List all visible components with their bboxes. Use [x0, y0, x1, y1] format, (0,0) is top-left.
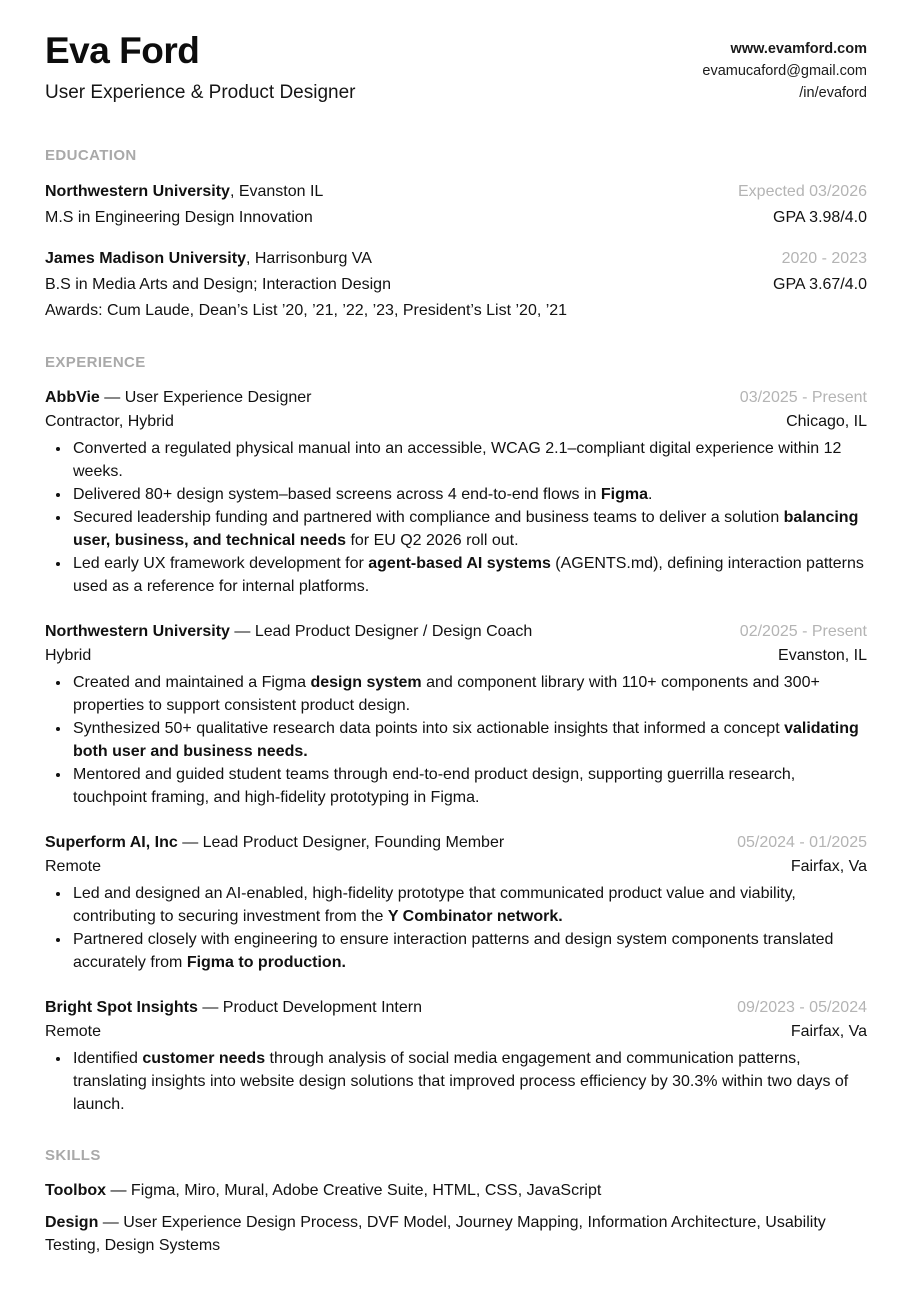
company-line [45, 831, 737, 855]
emphasis-text: balancing user, business, and technical needs [73, 509, 859, 549]
experience-section [45, 354, 867, 1116]
work-location: Fairfax, Va [790, 1023, 867, 1040]
work-location: Chicago, IL [786, 413, 867, 430]
degree-row [45, 205, 867, 231]
bullet-item [71, 483, 867, 506]
degree: M.S in Engineering Design Innovation [45, 209, 313, 226]
body-text: (AGENTS.md), defining interaction patterns used as a reference for internal platforms. [73, 555, 864, 595]
experience-subheader [45, 410, 867, 434]
gpa: GPA 3.67/4.0 [773, 276, 867, 293]
awards-line: Awards: Cum Laude, Dean’s List ’20, ’21, ’22, ’23, President’s List ’20, ’21 [45, 302, 568, 319]
bullet-list [45, 882, 867, 974]
skill-list: User Experience Design Process, DVF Model, Journey Mapping, Information Architecture, Usability Testing, Design Systems [45, 1214, 826, 1254]
body-text: Synthesized 50+ qualitative research data points into six actionable insights that informed a concept [73, 720, 785, 737]
experience-date: 09/2023 - 05/2024 [737, 999, 867, 1016]
experience-entry [45, 620, 867, 809]
skill-category: Design [45, 1214, 99, 1231]
degree-row [45, 272, 867, 298]
body-text: Led early UX framework development for [73, 555, 369, 572]
skill-line [45, 1211, 867, 1257]
bullet-list [45, 437, 867, 598]
experience-entry-header [45, 831, 867, 855]
body-text: . [647, 486, 653, 503]
person-title: User Experience & Product Designer [45, 82, 356, 103]
person-name: Eva Ford [45, 30, 200, 71]
body-text: Secured leadership funding and partnered with compliance and business teams to deliver a solution [73, 509, 784, 526]
body-text: through analysis of social media engagement and communication patterns, translating insights into website design solutions that improved process efficiency by 30.3% within two days of launch. [73, 1050, 849, 1113]
bullet-item [71, 882, 867, 928]
skill-line [45, 1179, 867, 1202]
bullet-item [71, 717, 867, 763]
company-line [45, 996, 737, 1020]
experience-entry-header [45, 386, 867, 410]
experience-entry-header [45, 996, 867, 1020]
education-date: Expected 03/2026 [738, 183, 867, 200]
education-entry-header [45, 179, 867, 205]
school-name: Northwestern University [45, 183, 230, 200]
experience-subheader [45, 855, 867, 879]
work-location: Fairfax, Va [790, 858, 867, 875]
experience-date: 03/2025 - Present [739, 389, 867, 406]
company-name: AbbVie [45, 389, 100, 406]
contact-linkedin: /in/evaford [799, 85, 867, 101]
contact-block [702, 30, 867, 104]
work-location: Evanston, IL [778, 647, 867, 664]
experience-subheader [45, 644, 867, 668]
contact-website: www.evamford.com [730, 41, 867, 57]
skill-category: Toolbox [45, 1182, 107, 1199]
education-section [45, 147, 867, 323]
emphasis-text: validating both user and business needs. [73, 720, 859, 760]
emphasis-text: Figma [600, 486, 648, 503]
experience-entries [45, 386, 867, 1116]
body-text: Converted a regulated physical manual into an accessible, WCAG 2.1–compliant digital experience within 12 weeks. [73, 440, 842, 480]
role-title: — Lead Product Designer, Founding Member [177, 834, 505, 851]
experience-subheader [45, 1020, 867, 1044]
school-location: , Evanston IL [229, 183, 324, 200]
company-name: Northwestern University [45, 623, 230, 640]
school-line [45, 179, 738, 205]
header-identity [45, 30, 355, 105]
company-name: Bright Spot Insights [45, 999, 198, 1016]
emphasis-text: Figma to production. [186, 954, 346, 971]
body-text: Partnered closely with engineering to ensure interaction patterns and design system components translated accurately from [73, 931, 834, 971]
skills-section [45, 1147, 867, 1257]
bullet-item [71, 552, 867, 598]
body-text: Created and maintained a Figma [73, 674, 311, 691]
experience-entry-header [45, 620, 867, 644]
skill-separator: — [98, 1214, 124, 1231]
skills-items [45, 1179, 867, 1257]
skill-list: Figma, Miro, Mural, Adobe Creative Suite, HTML, CSS, JavaScript [130, 1182, 602, 1199]
body-text: and component library with 110+ components and 300+ properties to support consistent product design. [73, 674, 820, 714]
body-text: Led and designed an AI-enabled, high-fidelity prototype that communicated product value and viability, contributing to securing investment from the [73, 885, 796, 925]
bullet-list [45, 671, 867, 809]
bullet-item [71, 506, 867, 552]
role-title: — Product Development Intern [197, 999, 422, 1016]
experience-entry [45, 996, 867, 1116]
work-arrangement: Hybrid [45, 647, 92, 664]
emphasis-text: customer needs [142, 1050, 266, 1067]
bullet-item [71, 1047, 867, 1116]
education-entry [45, 179, 867, 231]
body-text: Delivered 80+ design system–based screens across 4 end-to-end flows in [73, 486, 601, 503]
skill-separator: — [106, 1182, 131, 1199]
school-line [45, 246, 782, 272]
experience-date: 05/2024 - 01/2025 [737, 834, 867, 851]
section-heading-education: EDUCATION [45, 147, 137, 164]
bullet-item [71, 763, 867, 809]
emphasis-text: design system [310, 674, 422, 691]
company-line [45, 620, 740, 644]
company-line [45, 386, 740, 410]
work-arrangement: Remote [45, 1023, 102, 1040]
role-title: — User Experience Designer [99, 389, 312, 406]
role-title: — Lead Product Designer / Design Coach [229, 623, 533, 640]
section-heading-experience: EXPERIENCE [45, 354, 146, 371]
bullet-list [45, 1047, 867, 1116]
body-text: Identified [73, 1050, 143, 1067]
education-entries [45, 179, 867, 323]
work-arrangement: Remote [45, 858, 102, 875]
company-name: Superform AI, Inc [45, 834, 178, 851]
education-date: 2020 - 2023 [781, 250, 867, 267]
work-arrangement: Contractor, Hybrid [45, 413, 174, 430]
bullet-item [71, 928, 867, 974]
education-entry [45, 246, 867, 323]
experience-date: 02/2025 - Present [739, 623, 867, 640]
experience-entry [45, 386, 867, 598]
school-location: , Harrisonburg VA [245, 250, 372, 267]
emphasis-text: Y Combinator network. [387, 908, 563, 925]
school-name: James Madison University [45, 250, 246, 267]
body-text: for EU Q2 2026 roll out. [346, 532, 519, 549]
education-entry-header [45, 246, 867, 272]
experience-entry [45, 831, 867, 974]
section-heading-skills: SKILLS [45, 1147, 101, 1164]
emphasis-text: agent-based AI systems [368, 555, 551, 572]
resume-header [45, 30, 867, 105]
bullet-item [71, 671, 867, 717]
body-text: Mentored and guided student teams through end-to-end product design, supporting guerrilla research, touchpoint framing, and high-fidelity prototyping in Figma. [73, 766, 796, 806]
contact-email: evamucaford@gmail.com [702, 63, 867, 79]
gpa: GPA 3.98/4.0 [773, 209, 867, 226]
degree: B.S in Media Arts and Design; Interaction Design [45, 276, 391, 293]
bullet-item [71, 437, 867, 483]
